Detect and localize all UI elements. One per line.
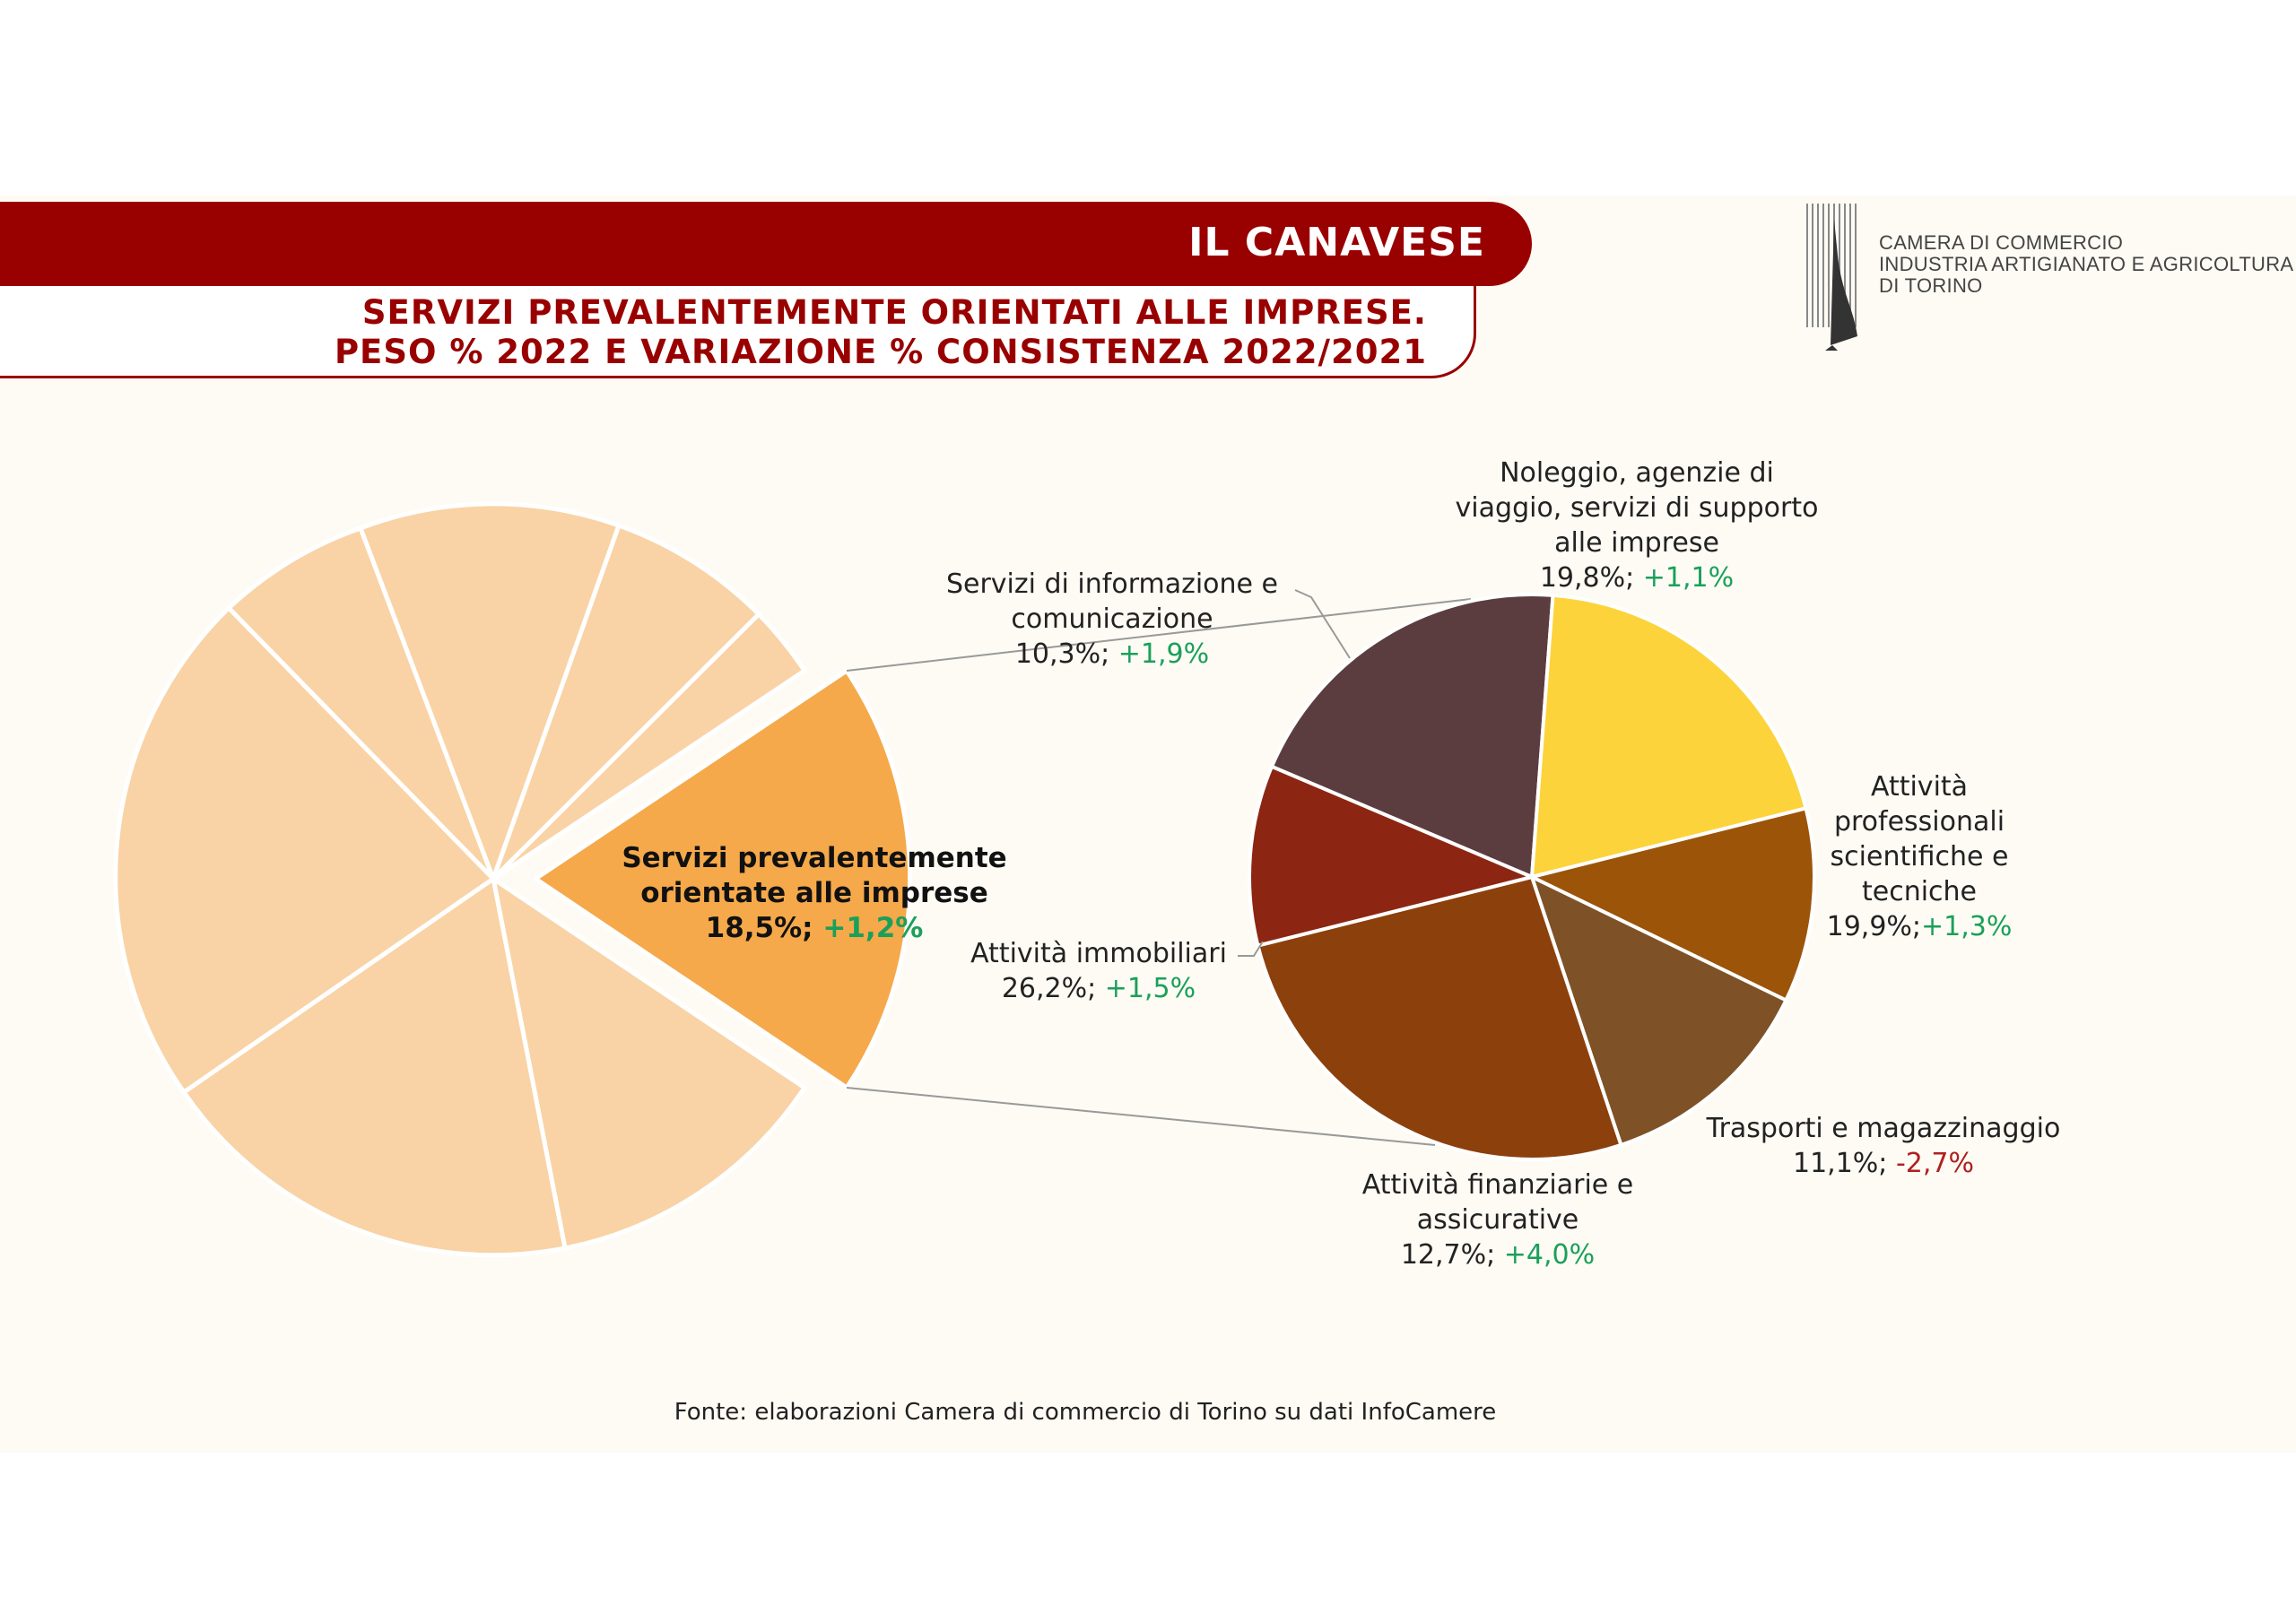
label-peso: 10,3%; [1014, 638, 1110, 670]
label-peso: 19,8%; [1539, 562, 1635, 594]
label-variazione: -2,7% [1895, 1148, 1974, 1179]
label-variazione: +4,0% [1503, 1239, 1596, 1271]
logo-line-1: CAMERA DI COMMERCIO [1879, 231, 2124, 254]
logo-line-2: INDUSTRIA ARTIGIANATO E AGRICOLTURA [1879, 253, 2294, 275]
label-line: assicurative [1416, 1204, 1579, 1236]
label-line: Attività finanziarie e [1361, 1169, 1634, 1201]
highlight-label [599, 841, 1030, 946]
label-value [1794, 909, 2045, 944]
banner-title: IL CANAVESE [1188, 220, 1485, 265]
subtitle-line-2: PESO % 2022 E VARIAZIONE % CONSISTENZA 2022/2021 [334, 333, 1427, 371]
label-line: Servizi di informazione e [945, 568, 1279, 600]
label-value [924, 637, 1300, 672]
label-line: professionali [1833, 806, 2005, 838]
logo-line-3: DI TORINO [1879, 274, 1983, 297]
connector-line-bottom [847, 1088, 1435, 1145]
label-value [1686, 1146, 2081, 1181]
label-line: alle imprese [1554, 527, 1719, 559]
highlight-label-line-1: Servizi prevalentemente [622, 842, 1007, 874]
label-line: scientifiche e [1830, 841, 2009, 872]
slice-label-finanziarie [1318, 1167, 1677, 1272]
label-variazione: +1,1% [1642, 562, 1735, 594]
label-value [1399, 560, 1874, 595]
label-line: tecniche [1861, 876, 1978, 907]
slice-label-trasporti [1686, 1111, 2081, 1181]
label-value [1318, 1237, 1677, 1272]
subtitle-line-1: SERVIZI PREVALENTEMENTE ORIENTATI ALLE IMPRESE. [361, 293, 1427, 332]
highlight-peso: 18,5%; [705, 912, 813, 944]
label-line: Noleggio, agenzie di [1500, 457, 1774, 489]
right-pie [1249, 595, 1814, 1159]
label-value [951, 971, 1247, 1006]
label-peso: 26,2%; [1001, 973, 1097, 1004]
slice-label-informazione [924, 567, 1300, 672]
label-variazione: +1,3% [1921, 911, 2013, 942]
label-line: Trasporti e magazzinaggio [1706, 1113, 2061, 1144]
highlight-label-line-2: orientate alle imprese [640, 877, 988, 909]
label-variazione: +1,5% [1104, 973, 1196, 1004]
label-peso: 11,1%; [1792, 1148, 1888, 1179]
label-variazione: +1,9% [1118, 638, 1210, 670]
slice-label-immobiliari [951, 936, 1247, 1006]
label-peso: 19,9%; [1826, 911, 1922, 942]
label-line: Attività [1870, 771, 1969, 803]
highlight-variazione: +1,2% [822, 912, 924, 944]
source-note: Fonte: elaborazioni Camera di commercio di Torino su dati InfoCamere [674, 1399, 1497, 1426]
label-line: Attività immobiliari [970, 938, 1227, 969]
label-line: viaggio, servizi di supporto [1455, 492, 1819, 524]
slice-label-professionali [1794, 769, 2045, 944]
leader-line-info [1295, 590, 1350, 658]
label-line: comunicazione [1011, 603, 1213, 635]
label-peso: 12,7%; [1400, 1239, 1496, 1271]
slice-label-noleggio [1399, 456, 1874, 595]
